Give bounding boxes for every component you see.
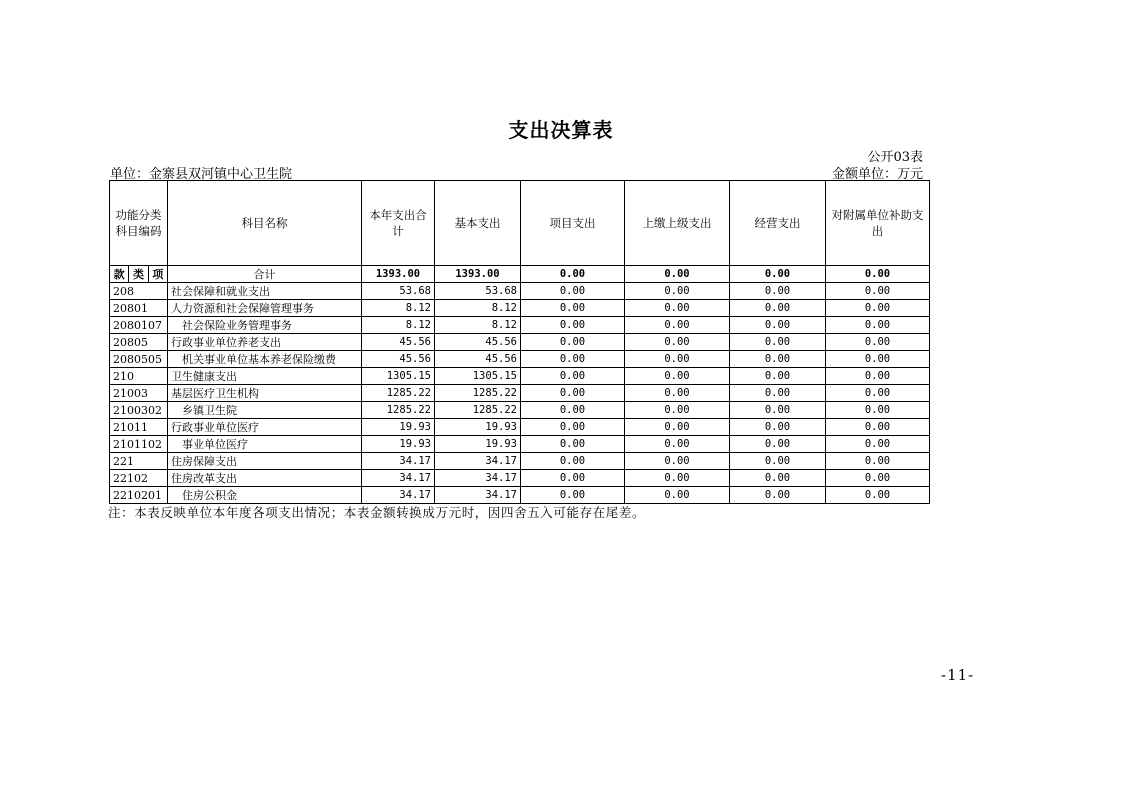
total-row [110,266,930,283]
row-business: 0.00 [730,436,826,453]
page-title: 支出决算表 [508,118,614,142]
row-project: 0.00 [521,453,625,470]
row-upper: 0.00 [625,368,730,385]
row-subsidy: 0.00 [826,453,930,470]
table-row [110,351,930,368]
row-name: 事业单位医疗 [168,436,362,453]
row-total: 45.56 [362,334,435,351]
row-subsidy: 0.00 [826,317,930,334]
row-business: 0.00 [730,283,826,300]
row-project: 0.00 [521,402,625,419]
row-upper: 0.00 [625,283,730,300]
row-total: 19.93 [362,436,435,453]
row-name: 社会保障和就业支出 [168,283,362,300]
row-business: 0.00 [730,334,826,351]
row-business: 0.00 [730,351,826,368]
total-project: 0.00 [521,266,625,283]
header-basic: 基本支出 [435,181,521,266]
row-code: 2101102 [110,436,168,453]
amount-unit: 金额单位：万元 [831,167,923,182]
row-name: 行政事业单位养老支出 [168,334,362,351]
header-project: 项目支出 [521,181,625,266]
row-total: 45.56 [362,351,435,368]
row-business: 0.00 [730,419,826,436]
row-name: 住房公积金 [168,487,362,504]
row-basic: 34.17 [435,487,521,504]
row-subsidy: 0.00 [826,300,930,317]
row-project: 0.00 [521,317,625,334]
row-basic: 1285.22 [435,385,521,402]
row-code: 2100302 [110,402,168,419]
row-name: 行政事业单位医疗 [168,419,362,436]
table-row [110,402,930,419]
table-row [110,487,930,504]
table-row [110,283,930,300]
row-project: 0.00 [521,351,625,368]
table-row [110,317,930,334]
row-total: 1285.22 [362,402,435,419]
sub-header-kuan: 款 [113,268,125,281]
row-upper: 0.00 [625,436,730,453]
row-upper: 0.00 [625,300,730,317]
total-business: 0.00 [730,266,826,283]
row-code: 208 [110,283,168,300]
row-subsidy: 0.00 [826,470,930,487]
row-name: 住房保障支出 [168,453,362,470]
header-row [110,181,930,266]
row-basic: 8.12 [435,317,521,334]
row-upper: 0.00 [625,453,730,470]
row-upper: 0.00 [625,317,730,334]
footnote: 注：本表反映单位本年度各项支出情况；本表金额转换成万元时，因四舍五入可能存在尾差。 [108,505,646,520]
unit-organization: 单位：金寨县双河镇中心卫生院 [110,167,293,182]
row-project: 0.00 [521,368,625,385]
row-subsidy: 0.00 [826,351,930,368]
row-subsidy: 0.00 [826,487,930,504]
row-total: 8.12 [362,300,435,317]
table-row [110,419,930,436]
row-project: 0.00 [521,487,625,504]
row-total: 19.93 [362,419,435,436]
row-subsidy: 0.00 [826,402,930,419]
row-code: 2080107 [110,317,168,334]
table-row [110,300,930,317]
row-total: 34.17 [362,470,435,487]
row-total: 34.17 [362,453,435,470]
row-project: 0.00 [521,334,625,351]
row-name: 卫生健康支出 [168,368,362,385]
row-code: 20805 [110,334,168,351]
header-total: 本年支出合计 [362,181,435,266]
row-project: 0.00 [521,385,625,402]
row-business: 0.00 [730,487,826,504]
sub-header-lei: 类 [128,266,148,282]
total-total: 1393.00 [362,266,435,283]
row-basic: 45.56 [435,334,521,351]
kls-cell [110,266,168,283]
row-business: 0.00 [730,317,826,334]
table-row [110,368,930,385]
row-project: 0.00 [521,419,625,436]
row-business: 0.00 [730,300,826,317]
header-code: 功能分类科目编码 [110,181,168,266]
header-business: 经营支出 [730,181,826,266]
page-number: -11- [941,666,975,684]
row-subsidy: 0.00 [826,283,930,300]
row-business: 0.00 [730,368,826,385]
row-code: 21003 [110,385,168,402]
row-code: 210 [110,368,168,385]
row-total: 1285.22 [362,385,435,402]
row-code: 221 [110,453,168,470]
row-subsidy: 0.00 [826,385,930,402]
row-name: 机关事业单位基本养老保险缴费 [168,351,362,368]
row-code: 21011 [110,419,168,436]
row-basic: 45.56 [435,351,521,368]
total-label: 合计 [168,266,362,283]
row-upper: 0.00 [625,419,730,436]
total-subsidy: 0.00 [826,266,930,283]
row-project: 0.00 [521,470,625,487]
row-business: 0.00 [730,385,826,402]
row-basic: 19.93 [435,436,521,453]
row-total: 53.68 [362,283,435,300]
row-name: 基层医疗卫生机构 [168,385,362,402]
table-row [110,334,930,351]
row-name: 人力资源和社会保障管理事务 [168,300,362,317]
row-project: 0.00 [521,436,625,453]
row-total: 1305.15 [362,368,435,385]
total-basic: 1393.00 [435,266,521,283]
header-name: 科目名称 [168,181,362,266]
row-upper: 0.00 [625,402,730,419]
sub-header-xiang: 项 [152,268,164,281]
row-code: 2080505 [110,351,168,368]
table-row [110,453,930,470]
row-basic: 53.68 [435,283,521,300]
row-total: 8.12 [362,317,435,334]
row-business: 0.00 [730,402,826,419]
header-upper: 上缴上级支出 [625,181,730,266]
row-name: 社会保险业务管理事务 [168,317,362,334]
table-row [110,470,930,487]
row-project: 0.00 [521,283,625,300]
table-row [110,385,930,402]
total-upper: 0.00 [625,266,730,283]
row-upper: 0.00 [625,351,730,368]
row-basic: 34.17 [435,453,521,470]
row-basic: 1305.15 [435,368,521,385]
row-upper: 0.00 [625,385,730,402]
table-row [110,436,930,453]
row-name: 乡镇卫生院 [168,402,362,419]
row-project: 0.00 [521,300,625,317]
row-total: 34.17 [362,487,435,504]
row-subsidy: 0.00 [826,368,930,385]
row-name: 住房改革支出 [168,470,362,487]
row-basic: 34.17 [435,470,521,487]
row-code: 2210201 [110,487,168,504]
row-basic: 1285.22 [435,402,521,419]
row-business: 0.00 [730,453,826,470]
row-subsidy: 0.00 [826,334,930,351]
form-number: 公开03表 [867,150,923,165]
row-code: 22102 [110,470,168,487]
row-business: 0.00 [730,470,826,487]
row-basic: 8.12 [435,300,521,317]
row-upper: 0.00 [625,470,730,487]
row-subsidy: 0.00 [826,436,930,453]
row-upper: 0.00 [625,334,730,351]
row-basic: 19.93 [435,419,521,436]
expenditure-table [109,180,930,504]
header-subsidy: 对附属单位补助支出 [826,181,930,266]
row-code: 20801 [110,300,168,317]
row-subsidy: 0.00 [826,419,930,436]
row-upper: 0.00 [625,487,730,504]
